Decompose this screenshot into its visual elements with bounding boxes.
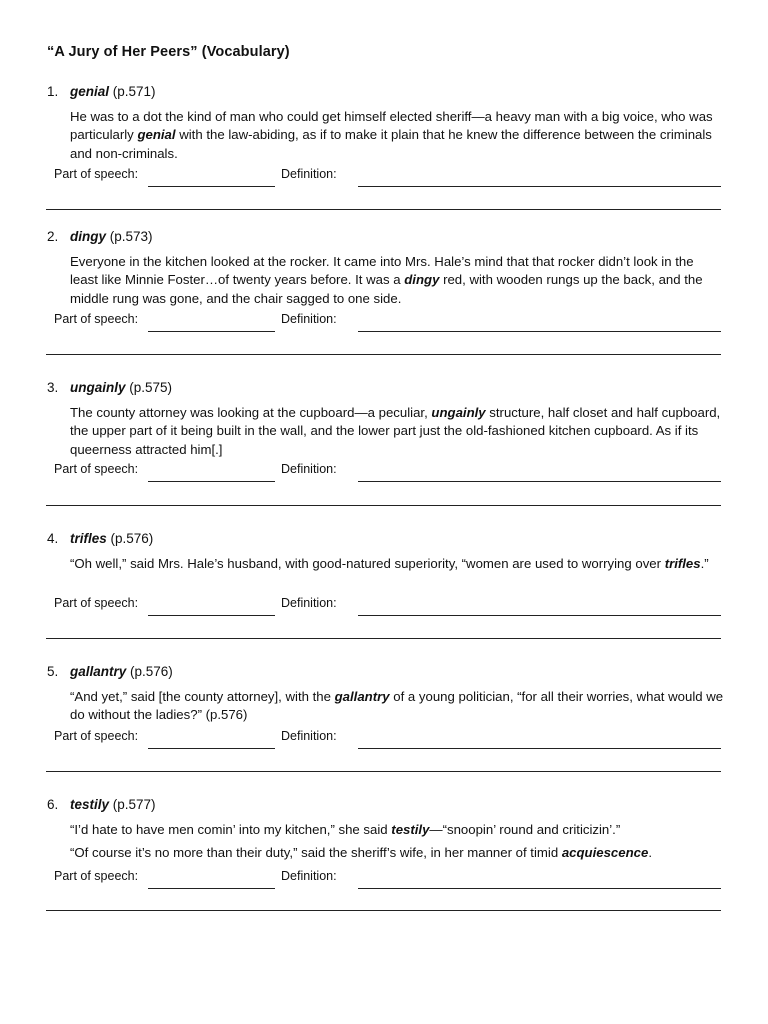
highlighted-word: trifles [664, 556, 701, 571]
part-of-speech-label: Part of speech: [54, 462, 139, 476]
item-word: testily [70, 797, 110, 812]
item-heading [47, 229, 153, 244]
item-number: 3. [47, 380, 59, 395]
item-page: (p.571) [109, 84, 156, 99]
answer-line[interactable] [46, 771, 721, 772]
highlighted-word: dingy [404, 272, 440, 288]
item-number: 2. [47, 229, 59, 244]
quote-paragraph: “And yet,” said [the county attorney], with the gallantry of a young politician, “for all their worries, what would we do without the ladies?” (p.576) [70, 689, 724, 723]
definition-blank[interactable] [358, 481, 721, 482]
highlighted-word: testily [391, 822, 430, 837]
part-of-speech-blank[interactable] [148, 888, 275, 889]
item-heading [47, 531, 153, 546]
definition-label: Definition: [281, 869, 337, 883]
definition-blank[interactable] [358, 888, 721, 889]
answer-row [0, 462, 768, 482]
highlighted-word: acquiescence [561, 845, 649, 861]
part-of-speech-blank[interactable] [148, 186, 275, 187]
answer-row [0, 312, 768, 332]
definition-label: Definition: [281, 729, 337, 743]
quote-paragraph: Everyone in the kitchen looked at the rocker. It came into Mrs. Hale’s mind that that rocker didn’t look in the least like Minnie Foster…of twenty years before. It was a dingy red, with wooden rungs up the back, and the middle rung was gone, and the chair sagged to one side. [70, 254, 703, 306]
definition-blank[interactable] [358, 748, 721, 749]
highlighted-word: genial [137, 127, 176, 143]
item-number: 6. [47, 797, 59, 812]
quote-paragraph: “Of course it’s no more than their duty,” said the sheriff’s wife, in her manner of timid acquiescence. [70, 845, 652, 861]
part-of-speech-label: Part of speech: [54, 312, 139, 326]
item-quote [70, 821, 725, 863]
item-heading [47, 84, 156, 99]
item-heading [47, 664, 173, 679]
item-quote [70, 404, 725, 459]
part-of-speech-label: Part of speech: [54, 167, 139, 181]
part-of-speech-blank[interactable] [148, 615, 275, 616]
answer-line[interactable] [46, 910, 721, 911]
answer-row [0, 729, 768, 749]
item-page: (p.576) [106, 531, 154, 546]
item-quote [70, 555, 725, 573]
item-quote [70, 688, 725, 725]
item-page: (p.575) [125, 380, 173, 395]
item-number: 1. [47, 84, 59, 99]
item-number: 5. [47, 664, 59, 679]
part-of-speech-blank[interactable] [148, 331, 275, 332]
answer-line[interactable] [46, 209, 721, 210]
item-word: dingy [70, 229, 106, 244]
highlighted-word: gallantry [334, 689, 390, 704]
item-word: trifles [70, 531, 107, 546]
answer-row [0, 167, 768, 187]
item-page: (p.573) [106, 229, 153, 244]
item-word: genial [70, 84, 110, 99]
definition-label: Definition: [281, 596, 337, 610]
quote-paragraph: “Oh well,” said Mrs. Hale’s husband, with good-natured superiority, “women are used to worrying over trifles.” [70, 556, 709, 571]
item-heading [47, 380, 172, 395]
part-of-speech-blank[interactable] [148, 481, 275, 482]
quote-paragraph: The county attorney was looking at the cupboard—a peculiar, ungainly structure, half closet and half cupboard, the upper part of it being built in the wall, and the lower part just the old-fashioned kitchen cupboard. As if its queerness attracted him[.] [70, 405, 721, 457]
answer-row [0, 869, 768, 889]
quote-paragraph: “I’d hate to have men comin’ into my kitchen,” she said testily—“snoopin’ round and criticizin’.” [70, 822, 621, 837]
item-page: (p.577) [109, 797, 156, 812]
item-page: (p.576) [126, 664, 173, 679]
part-of-speech-label: Part of speech: [54, 596, 139, 610]
page-title: “A Jury of Her Peers” (Vocabulary) [47, 44, 290, 60]
highlighted-word: ungainly [431, 405, 486, 420]
definition-blank[interactable] [358, 186, 721, 187]
item-word: gallantry [70, 664, 127, 679]
answer-line[interactable] [46, 638, 721, 639]
item-number: 4. [47, 531, 59, 546]
definition-label: Definition: [281, 462, 337, 476]
definition-blank[interactable] [358, 331, 721, 332]
answer-row [0, 596, 768, 616]
answer-line[interactable] [46, 354, 721, 355]
item-word: ungainly [70, 380, 126, 395]
definition-label: Definition: [281, 312, 337, 326]
item-heading [47, 797, 156, 812]
definition-label: Definition: [281, 167, 337, 181]
answer-line[interactable] [46, 505, 721, 506]
part-of-speech-label: Part of speech: [54, 729, 139, 743]
definition-blank[interactable] [358, 615, 721, 616]
item-quote [70, 108, 725, 163]
quote-paragraph: He was to a dot the kind of man who could get himself elected sheriff—a heavy man with a big voice, who was particularly genial with the law-abiding, as if to make it plain that he knew the difference between the criminals and non-criminals. [70, 109, 713, 161]
part-of-speech-blank[interactable] [148, 748, 275, 749]
item-quote [70, 253, 725, 308]
part-of-speech-label: Part of speech: [54, 869, 139, 883]
